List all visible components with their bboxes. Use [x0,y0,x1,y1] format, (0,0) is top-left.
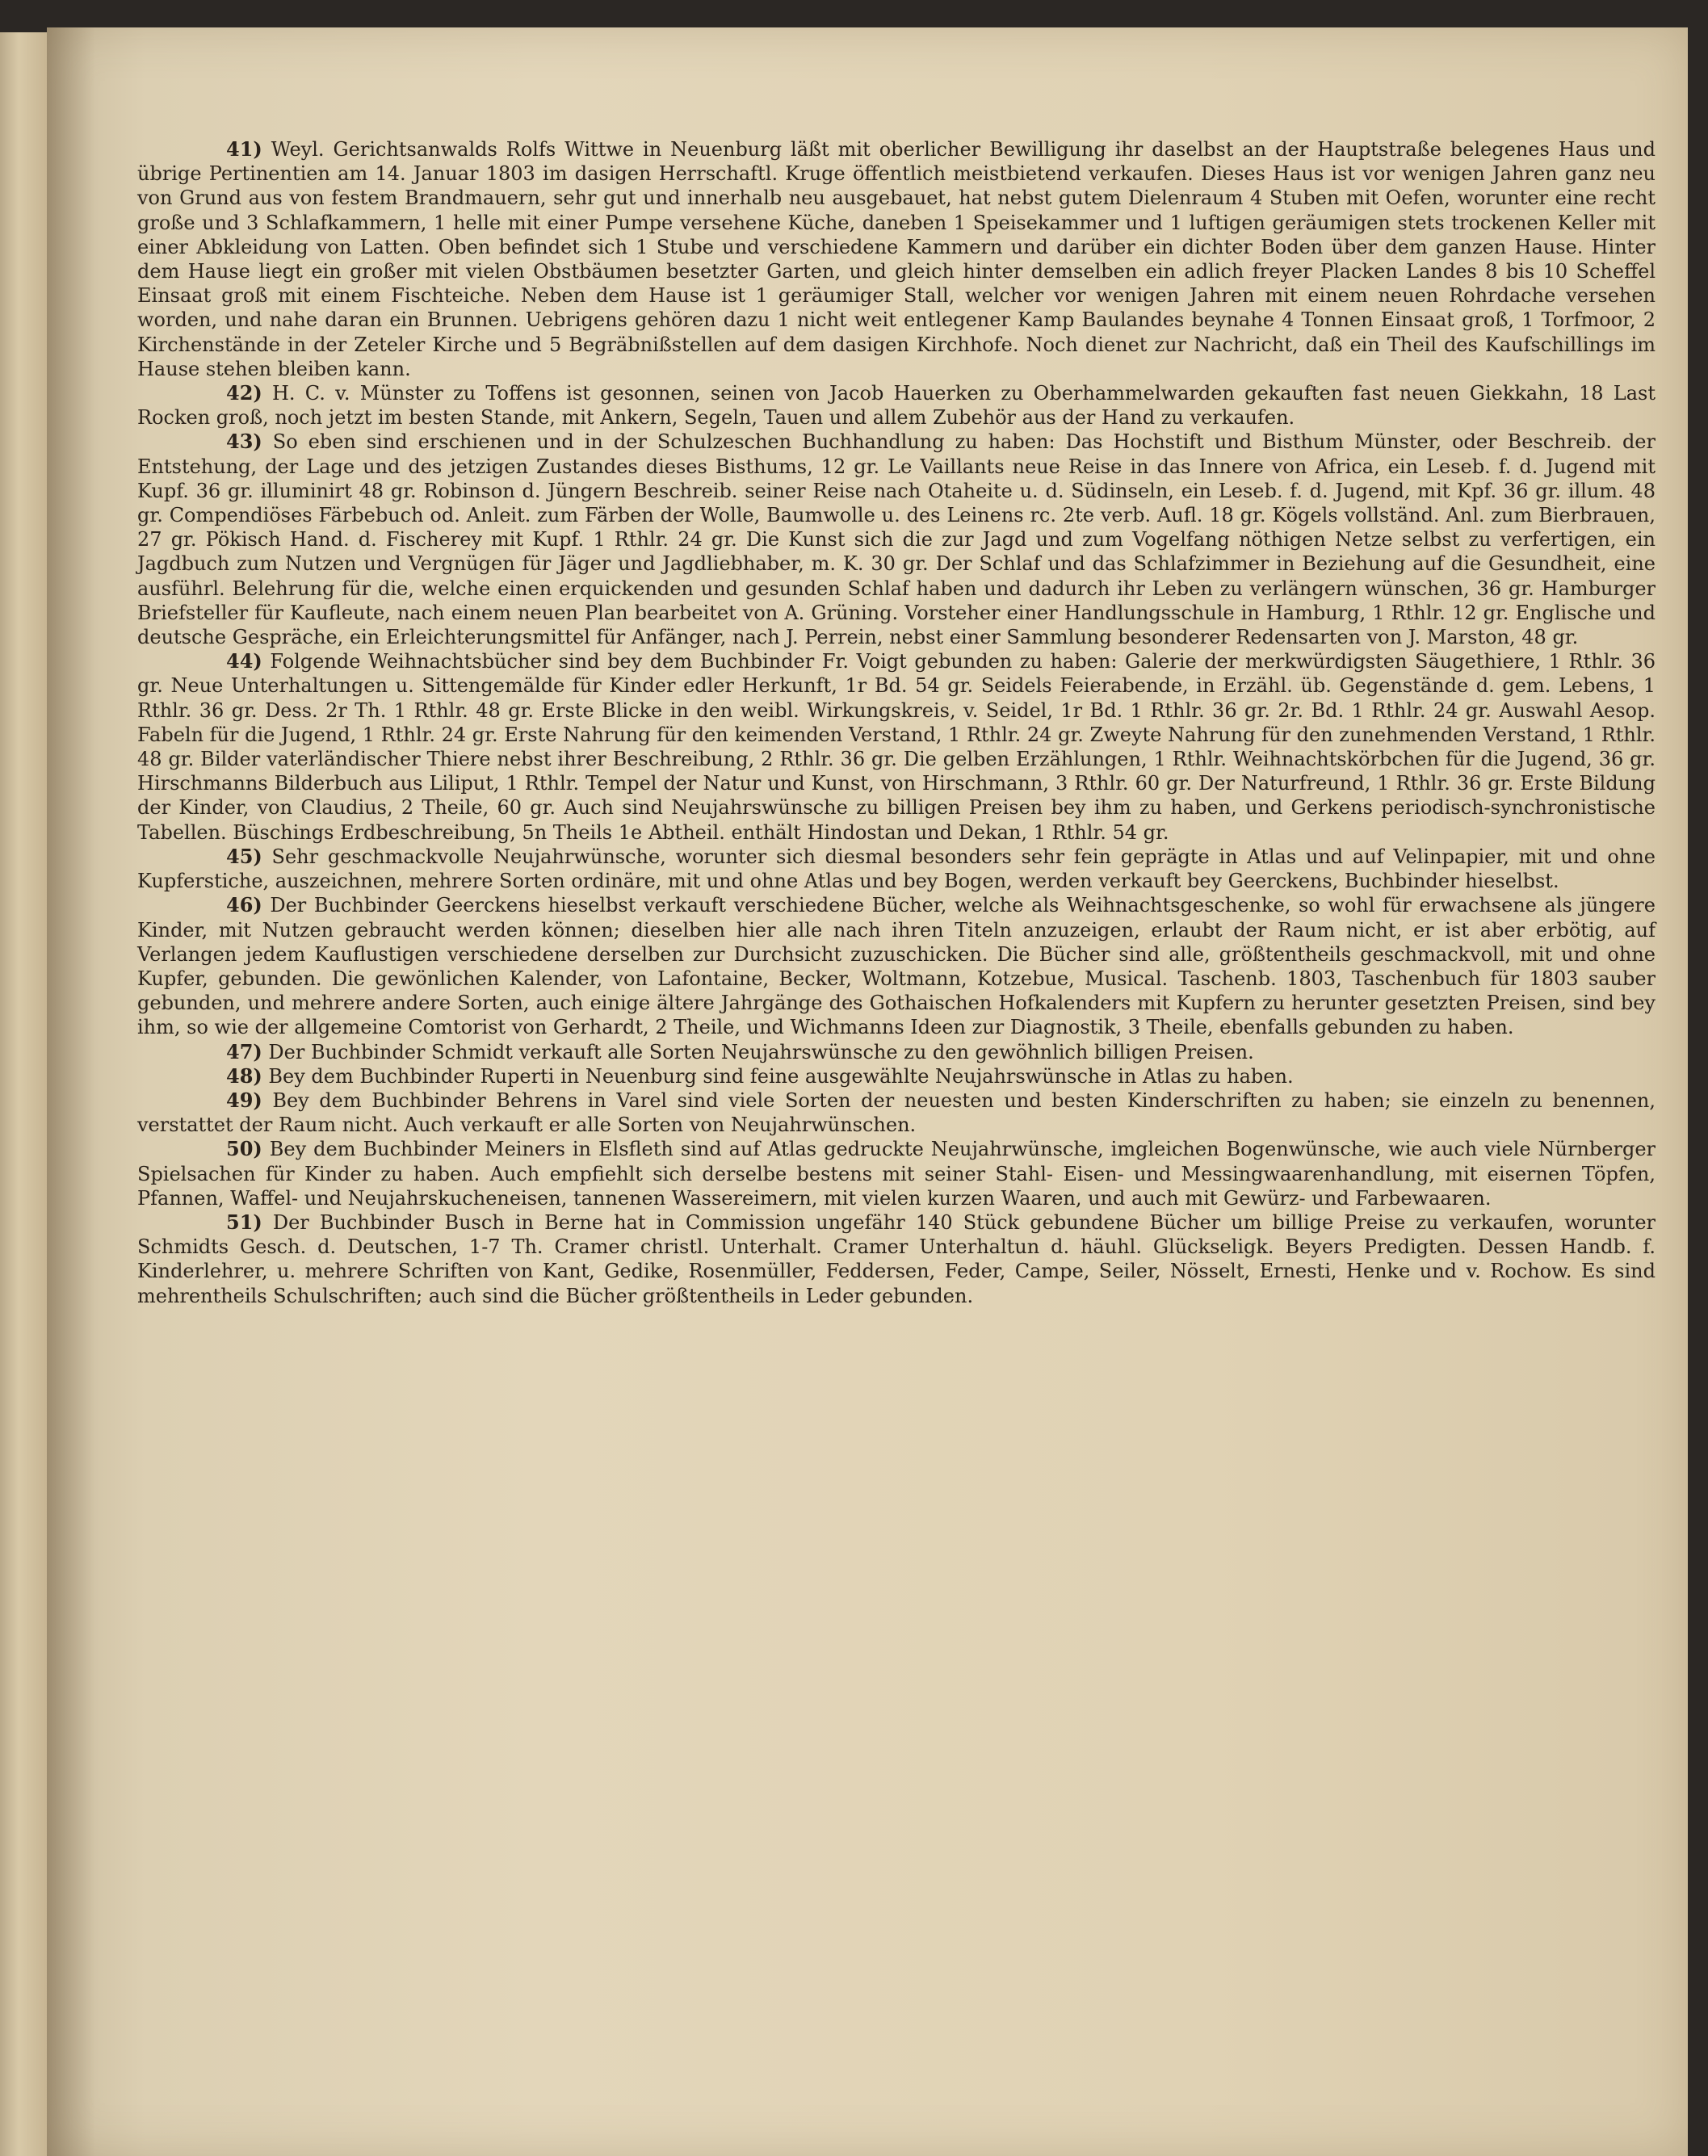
entry-number: 47) [226,1039,262,1063]
entry-text: Folgende Weihnachtsbücher sind bey dem Buchbinder Fr. Voigt gebunden zu haben: Galerie der merkwürdigsten Säugethiere, 1 Rthlr. 36 gr. Neue Unterhaltungen u. Sittengemälde für Kinder edler Herkunft, 1r Bd. 54 gr. Seidels Feierabende, in Erzähl. üb. Gegenstände d. gem. Lebens, 1 Rthlr. 36 gr. Dess. 2r Th. 1 Rthlr. 48 gr. Erste Blicke in den weibl. Wirkungskreis, v. Seidel, 1r Bd. 1 Rthlr. 36 gr. 2r. Bd. 1 Rthlr. 24 gr. Auswahl Aesop. Fabeln für die Jugend, 1 Rthlr. 24 gr. Erste Nahrung für den keimenden Verstand, 1 Rthlr. 24 gr. Zweyte Nahrung für den zunehmenden Verstand, 1 Rthlr. 48 gr. Bilder vaterländischer Thiere nebst ihrer Beschreibung, 2 Rthlr. 36 gr. Die gelben Erzählungen, 1 Rthlr. Weihnachtskörbchen für die Jugend, 36 gr. Hirschmanns Bilderbuch aus Liliput, 1 Rthlr. Tempel der Natur und Kunst, von Hirschmann, 3 Rthlr. 60 gr. Der Naturfreund, 1 Rthlr. 36 gr. Erste Bildung der Kinder, von Claudius, 2 Theile, 60 gr. Auch sind Neujahrswünsche zu billigen Preisen bey ihm zu haben, und Gerkens periodisch-synchronistische Tabellen. Büschings Erdbeschreibung, 5n Theils 1e Abtheil. enthält Hindostan und Dekan, 1 Rthlr. 54 gr. [137,650,1656,844]
facing-page-edge [0,32,48,2156]
entry-number: 45) [226,844,262,868]
entry-42 [137,381,1656,430]
entry-number: 43) [226,430,262,454]
entry-number: 51) [226,1210,262,1234]
entry-text: Weyl. Gerichtsanwalds Rolfs Wittwe in Neuenburg läßt mit oberlicher Bewilligung ihr daselbst an der Hauptstraße belegenes Haus und übrige Pertinentien am 14. Januar 1803 im dasigen Herrschaftl. Kruge öffentlich meistbietend verkaufen. Dieses Haus ist vor wenigen Jahren ganz neu von Grund aus von festem Brandmauern, sehr gut und innerhalb neu ausgebauet, hat nebst gutem Dielenraum 4 Stuben mit Oefen, worunter eine recht große und 3 Schlafkammern, 1 helle mit einer Pumpe versehene Küche, daneben 1 Speisekammer und 1 luftigen geräumigen stets trockenen Keller mit einer Abkleidung von Latten. Oben befindet sich 1 Stube und verschiedene Kammern und darüber ein dichter Boden über dem ganzen Hause. Hinter dem Hause liegt ein großer mit vielen Obstbäumen besetzter Garten, und gleich hinter demselben ein adlich freyer Placken Landes 8 bis 10 Scheffel Einsaat groß mit einem Fischteiche. Neben dem Hause ist 1 geräumiger Stall, welcher vor wenigen Jahren mit einem neuen Rohrdache versehen worden, und nahe daran ein Brunnen. Uebrigens gehören dazu 1 nicht weit entlegener Kamp Baulandes beynahe 4 Tonnen Einsaat groß, 1 Torfmoor, 2 Kirchenstände in der Zeteler Kirche und 5 Begräbnißstellen auf dem dasigen Kirchhofe. Noch dienet zur Nachricht, daß ein Theil des Kaufschillings im Hause stehen bleiben kann. [137,138,1656,380]
entry-text: Der Buchbinder Busch in Berne hat in Commission ungefähr 140 Stück gebundene Bücher um billige Preise zu verkaufen, worunter Schmidts Gesch. d. Deutschen, 1-7 Th. Cramer christl. Unterhalt. Cramer Unterhaltun d. häuhl. Glückseligk. Beyers Predigten. Dessen Handb. f. Kinderlehrer, u. mehrere Schriften von Kant, Gedike, Rosenmüller, Feddersen, Feder, Campe, Seiler, Nösselt, Ernesti, Henke und v. Rochow. Es sind mehrentheils Schulschriften; auch sind die Bücher größtentheils in Leder gebunden. [137,1210,1656,1307]
entry-number: 50) [226,1137,262,1161]
entry-text: Sehr geschmackvolle Neujahrwünsche, worunter sich diesmal besonders sehr fein geprägte in Atlas und auf Velinpapier, mit und ohne Kupferstiche, auszeichnen, mehrere Sorten ordinäre, mit und ohne Atlas und bey Bogen, werden verkauft bey Geerckens, Buchbinder hieselbst. [137,845,1656,893]
entry-50 [137,1137,1656,1210]
entry-text: H. C. v. Münster zu Toffens ist gesonnen, seinen von Jacob Hauerken zu Oberhammelwarden gekauften fast neuen Giekkahn, 18 Last Rocken groß, noch jetzt im besten Stande, mit Ankern, Segeln, Tauen und allem Zubehör aus der Hand zu verkaufen. [137,382,1656,430]
entry-43 [137,430,1656,649]
entry-text: Der Buchbinder Geerckens hieselbst verkauft verschiedene Bücher, welche als Weihnachtsgeschenke, so wohl für erwachsene als jüngere Kinder, mit Nutzen gebraucht werden können; dieselben hier alle nach ihren Titeln anzuzeigen, erlaubt der Raum nicht, er ist aber erbötig, auf Verlangen jedem Kauflustigen verschiedene derselben zur Durchsicht zuzuschicken. Die Bücher sind alle, größtentheils geschmackvoll, mit und ohne Kupfer, gebunden. Die gewönlichen Kalender, von Lafontaine, Becker, Woltmann, Kotzebue, Musical. Taschenb. 1803, Taschenbuch für 1803 sauber gebunden, und mehrere andere Sorten, auch einige ältere Jahrgänge des Gothaischen Hofkalenders mit Kupfern zu herunter gesetzten Preisen, sind bey ihm, so wie der allgemeine Comtorist von Gerhardt, 2 Theile, und Wichmanns Ideen zur Diagnostik, 3 Theile, ebenfalls gebunden zu haben. [137,894,1656,1039]
entry-49 [137,1088,1656,1137]
entry-number: 46) [226,893,262,917]
entry-41 [137,137,1656,381]
entry-44 [137,649,1656,845]
entry-number: 42) [226,381,262,405]
entry-text: Bey dem Buchbinder Behrens in Varel sind viele Sorten der neuesten und besten Kinderschriften zu haben; sie einzeln zu benennen, verstattet der Raum nicht. Auch verkauft er alle Sorten von Neujahrwünschen. [137,1088,1656,1137]
document-text [137,137,1656,1308]
entry-text: So eben sind erschienen und in der Schulzeschen Buchhandlung zu haben: Das Hochstift und Bisthum Münster, oder Beschreib. der Entstehung, der Lage und des jetzigen Zustandes dieses Bisthums, 12 gr. Le Vaillants neue Reise in das Innere von Africa, ein Leseb. f. d. Jugend mit Kupf. 36 gr. illuminirt 48 gr. Robinson d. Jüngern Beschreib. seiner Reise nach Otaheite u. d. Südinseln, ein Leseb. f. d. Jugend, mit Kpf. 36 gr. illum. 48 gr. Compendiöses Färbebuch od. Anleit. zum Färben der Wolle, Baumwolle u. des Leinens rc. 2te verb. Aufl. 18 gr. Kögels vollständ. Anl. zum Bierbrauen, 27 gr. Pökisch Hand. d. Fischerey mit Kupf. 1 Rthlr. 24 gr. Die Kunst sich die zur Jagd und zum Vogelfang nöthigen Netze selbst zu verfertigen, ein Jagdbuch zum Nutzen und Vergnügen für Jäger und Jagdliebhaber, m. K. 30 gr. Der Schlaf und das Schlafzimmer in Beziehung auf die Gesundheit, eine ausführl. Belehrung für die, welche einen erquickenden und gesunden Schlaf haben und dadurch ihr Leben zu verlängern wünschen, 36 gr. Hamburger Briefsteller für Kaufleute, nach einem neuen Plan bearbeitet von A. Grüning. Vorsteher einer Handlungsschule in Hamburg, 1 Rthlr. 12 gr. Englische und deutsche Gespräche, ein Erleichterungsmittel für Anfänger, nach J. Perrein, nebst einer Sammlung besonderer Redensarten von J. Marston, 48 gr. [137,430,1656,649]
entry-number: 48) [226,1063,262,1088]
entry-46 [137,893,1656,1039]
gutter-shadow [47,27,95,2156]
entry-number: 41) [226,137,262,161]
entry-48 [137,1064,1656,1088]
entry-51 [137,1210,1656,1308]
entry-number: 44) [226,649,262,673]
entry-text: Bey dem Buchbinder Ruperti in Neuenburg sind feine ausgewählte Neujahrswünsche in Atlas zu haben. [268,1064,1294,1088]
entry-text: Bey dem Buchbinder Meiners in Elsfleth sind auf Atlas gedruckte Neujahrwünsche, imgleichen Bogenwünsche, wie auch viele Nürnberger Spielsachen für Kinder zu haben. Auch empfiehlt sich derselbe bestens mit seiner Stahl- Eisen- und Messingwaarenhandlung, mit eisernen Töpfen, Pfannen, Waffel- und Neujahrskucheneisen, tannenen Wassereimern, mit vielen kurzen Waaren, und auch mit Gewürz- und Farbewaaren. [137,1138,1656,1210]
entry-47 [137,1040,1656,1064]
entry-text: Der Buchbinder Schmidt verkauft alle Sorten Neujahrswünsche zu den gewöhnlich billigen Preisen. [268,1040,1254,1063]
entry-number: 49) [226,1088,262,1112]
entry-45 [137,845,1656,893]
